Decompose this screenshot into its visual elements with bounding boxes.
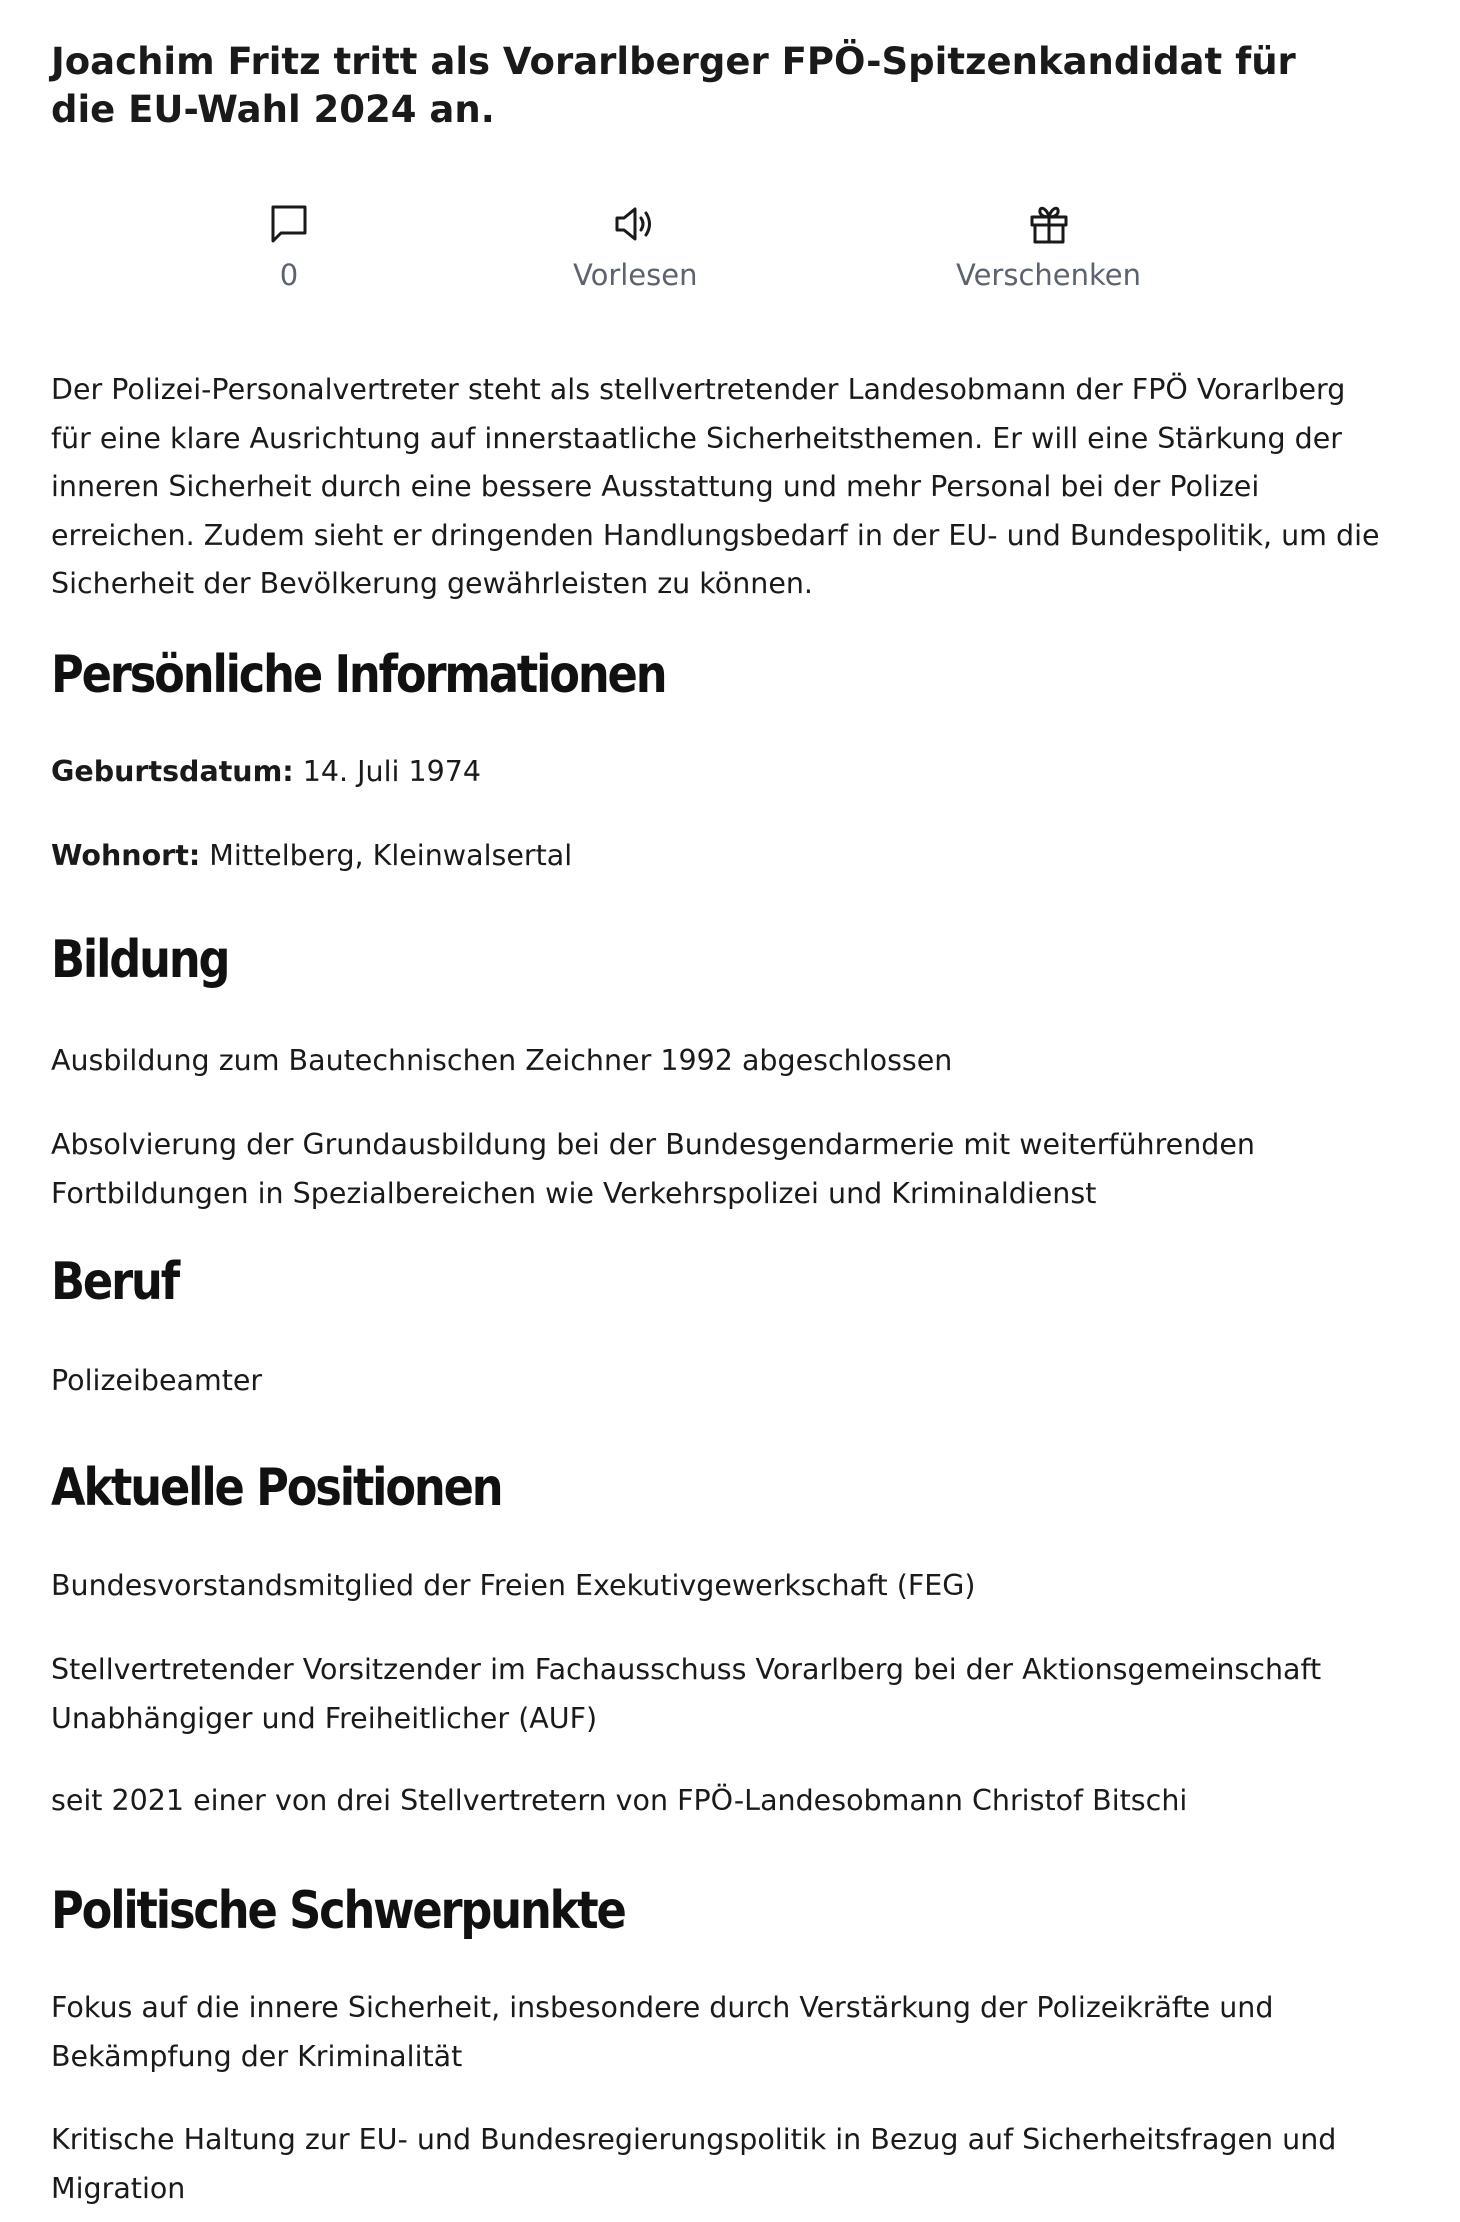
birth-date-value: 14. Juli 1974	[293, 755, 482, 788]
section-heading-focus: Politische Schwerpunkte	[51, 1881, 625, 1941]
comment-icon	[267, 202, 311, 246]
comments-button[interactable]	[267, 202, 311, 292]
intro-paragraph: Der Polizei-Personalvertreter steht als stellvertretender Landesobmann der FPÖ Vorarlberg für eine klare Ausrichtung auf innerstaatliche Sicherheitsthemen. Er will eine Stärkung der inneren Sicherheit durch eine bessere Ausstattung und mehr Personal bei der Polizei erreichen. Zudem sieht er dringenden Handlungsbedarf in der EU- und Bundespolitik, um die Sicherheit der Bevölkerung gewährleisten zu können.	[51, 373, 1380, 600]
focus-item: Kritische Haltung zur EU- und Bundesregierungspolitik in Bezug auf Sicherheitsfragen und Migration	[51, 2123, 1337, 2205]
section-heading-education: Bildung	[51, 930, 229, 990]
position-item: Bundesvorstandsmitglied der Freien Exekutivgewerkschaft (FEG)	[51, 1569, 976, 1602]
position-item: seit 2021 einer von drei Stellvertretern von FPÖ-Landesobmann Christof Bitschi	[51, 1784, 1188, 1817]
residence-label: Wohnort:	[51, 839, 201, 872]
section-heading-positions: Aktuelle Positionen	[51, 1458, 502, 1518]
residence-value: Mittelberg, Kleinwalsertal	[200, 839, 573, 872]
article-actions	[51, 202, 1381, 302]
education-item: Ausbildung zum Bautechnischen Zeichner 1992 abgeschlossen	[51, 1044, 953, 1077]
gift-label: Verschenken	[956, 258, 1141, 292]
section-heading-profession: Beruf	[51, 1252, 179, 1312]
focus-item: Fokus auf die innere Sicherheit, insbesondere durch Verstärkung der Polizeikräfte und Bekämpfung der Kriminalität	[51, 1991, 1274, 2073]
gift-button[interactable]	[956, 202, 1141, 292]
article	[51, 0, 1381, 2205]
section-heading-personal: Persönliche Informationen	[51, 645, 666, 705]
birth-date-label: Geburtsdatum:	[51, 755, 294, 788]
read-aloud-label: Vorlesen	[573, 258, 698, 292]
position-item: Stellvertretender Vorsitzender im Fachausschuss Vorarlberg bei der Aktionsgemeinschaft Unabhängiger und Freiheitlicher (AUF)	[51, 1653, 1322, 1735]
birth-date-row	[51, 748, 1381, 797]
speaker-icon	[613, 202, 657, 246]
read-aloud-button[interactable]	[573, 202, 697, 292]
gift-icon	[1027, 202, 1071, 246]
residence-row	[51, 832, 1381, 881]
education-item: Absolvierung der Grundausbildung bei der Bundesgendarmerie mit weiterführenden Fortbildungen in Spezialbereichen wie Verkehrspolizei und Kriminaldienst	[51, 1128, 1255, 1210]
profession-item: Polizeibeamter	[51, 1364, 263, 1397]
comments-count: 0	[279, 258, 299, 292]
article-lead: Joachim Fritz tritt als Vorarlberger FPÖ-Spitzenkandidat für die EU-Wahl 2024 an.	[51, 40, 1296, 131]
